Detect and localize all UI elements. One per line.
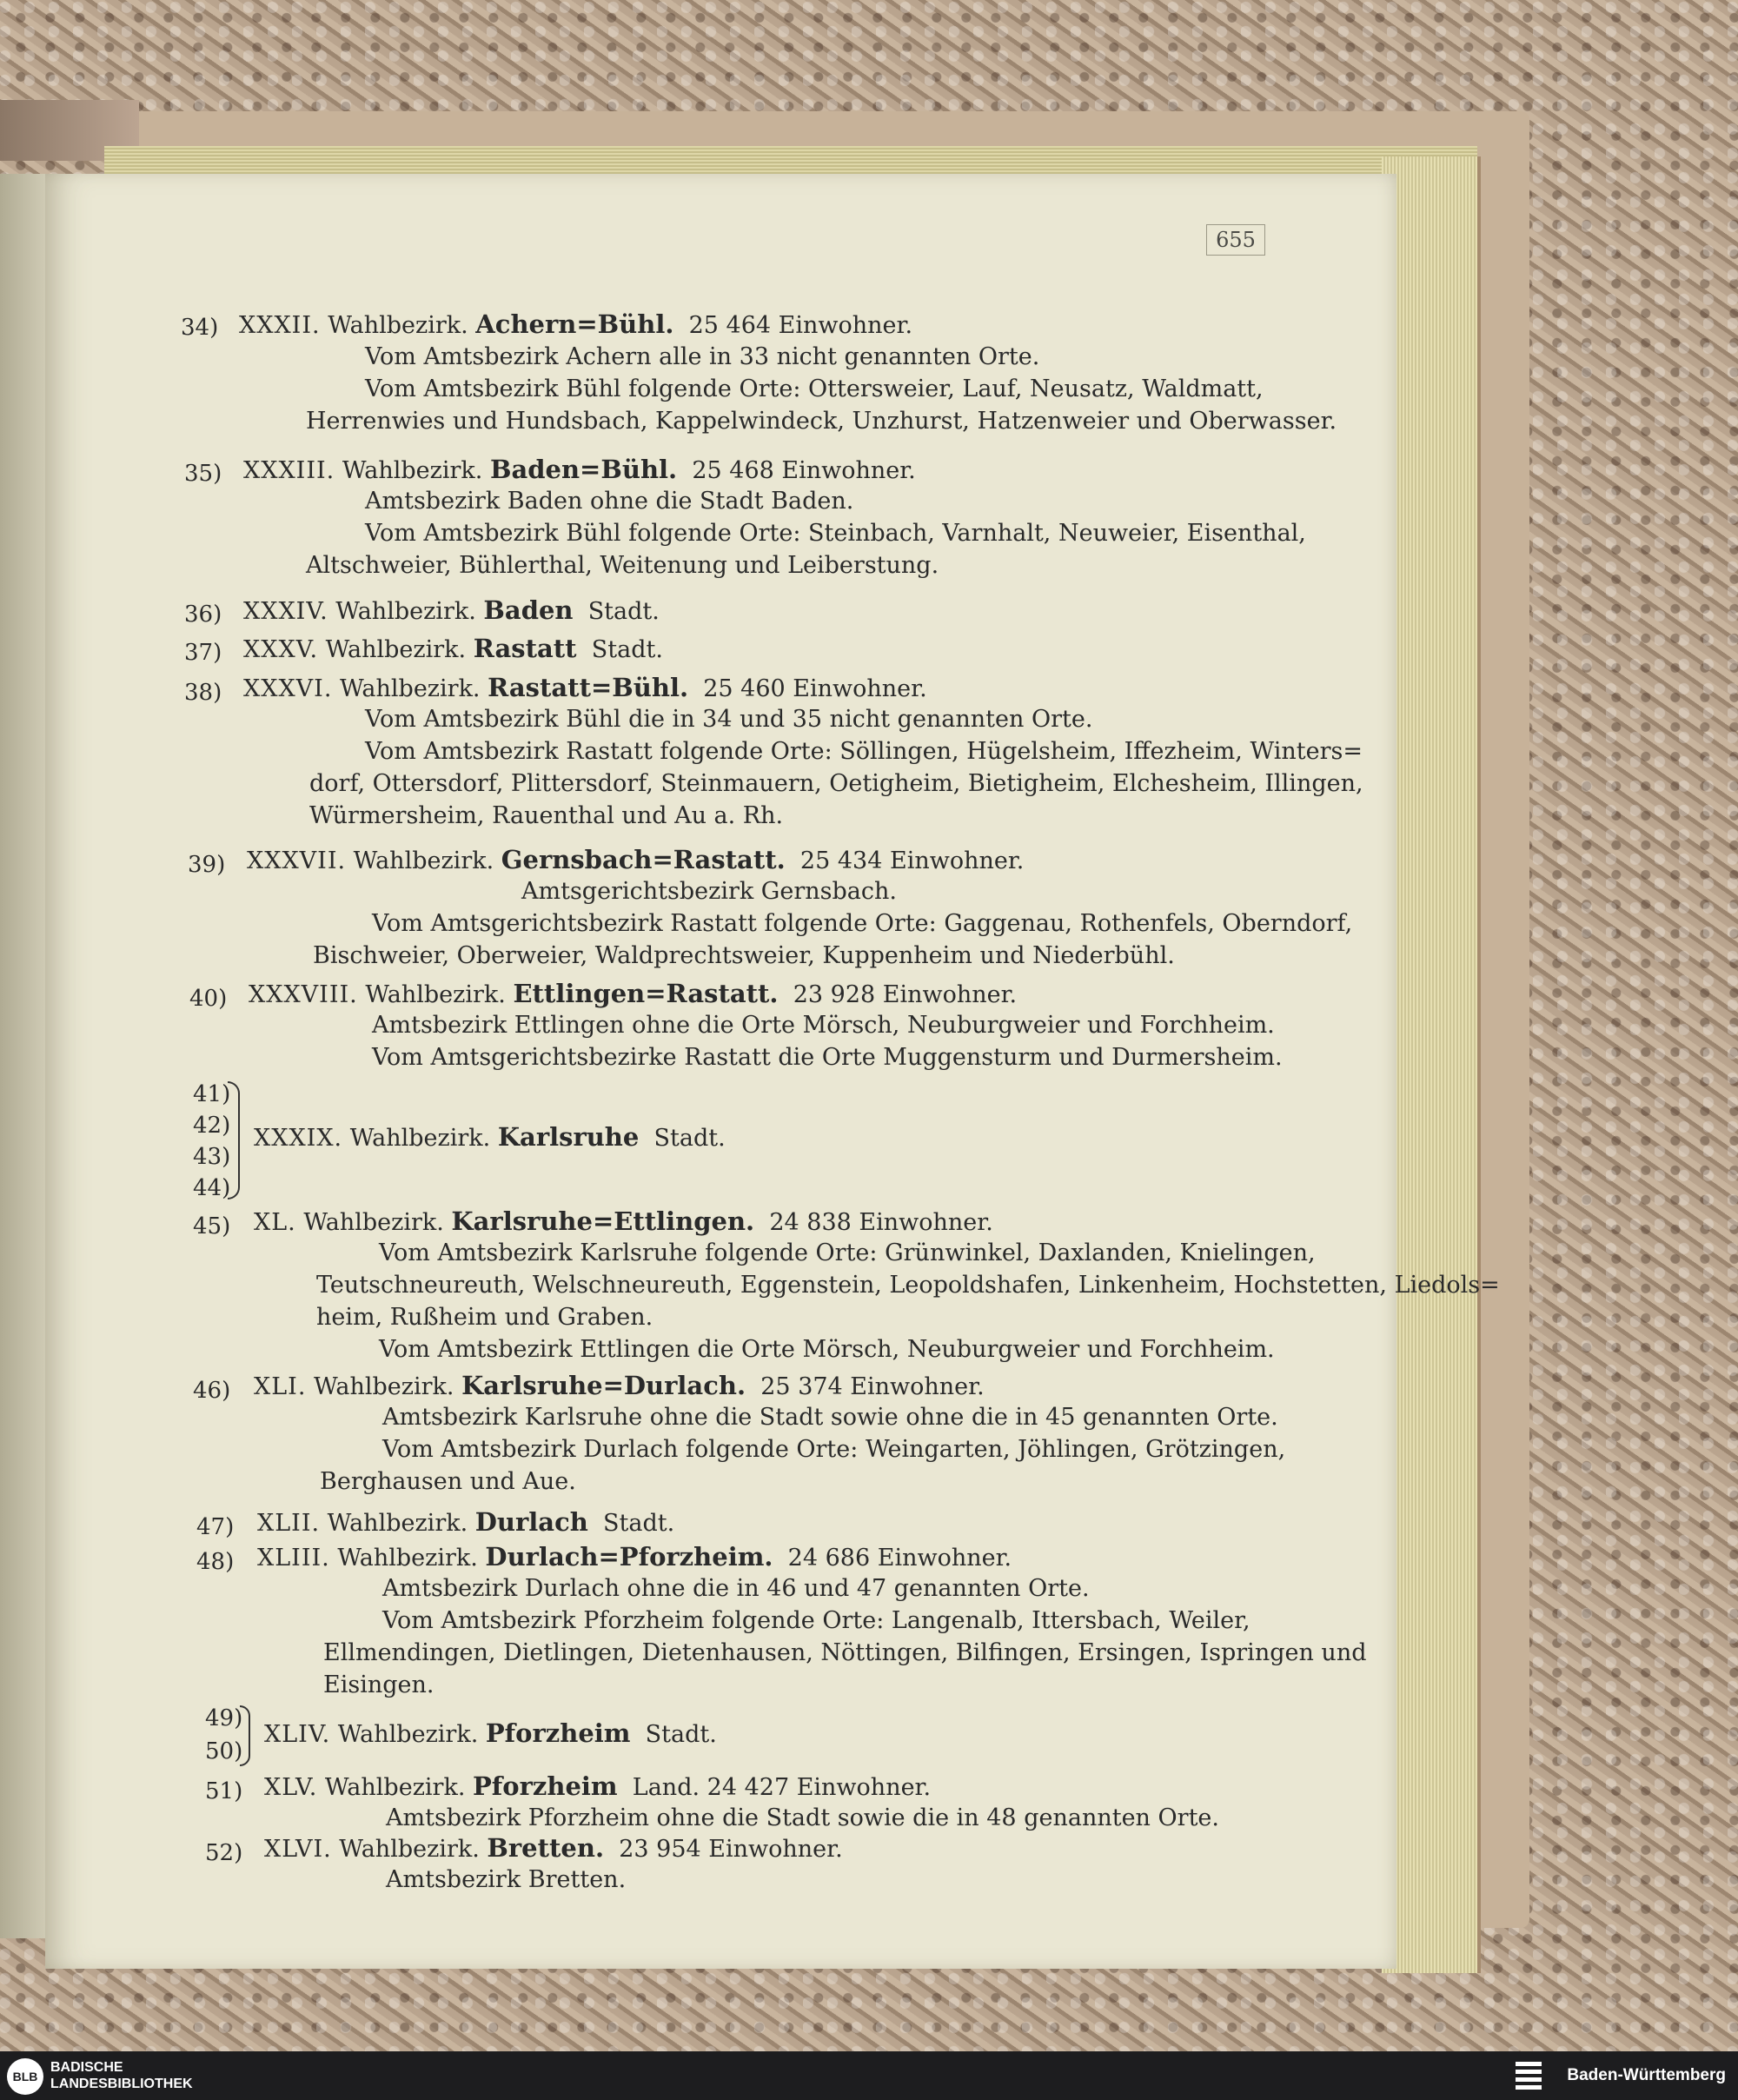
entry-heading: XLII. Wahlbezirk. Durlach Stadt.	[257, 1507, 675, 1537]
entry-heading: XLVI. Wahlbezirk. Bretten. 23 954 Einwohner.	[264, 1833, 843, 1863]
entry-number: 44)	[193, 1175, 231, 1201]
entry-number: 37)	[184, 640, 222, 666]
entry-number: 46)	[193, 1378, 231, 1404]
entry-line: Vom Amtsbezirk Ettlingen die Orte Mörsch, Neuburgweier und Forchheim.	[379, 1336, 1275, 1363]
entry-heading: XXXIII. Wahlbezirk. Baden=Bühl. 25 468 Einwohner.	[243, 455, 916, 484]
entry-line: Herrenwies und Hundsbach, Kappelwindeck, Unzhurst, Hatzenweier und Oberwasser.	[306, 408, 1337, 435]
baden-wuerttemberg-label[interactable]: Baden-Württemberg	[1567, 2066, 1726, 2084]
grouping-brace	[240, 1705, 250, 1766]
entry-number: 34)	[181, 315, 219, 341]
entry-line: Vom Amtsbezirk Rastatt folgende Orte: Söllingen, Hügelsheim, Iffezheim, Winters=	[365, 738, 1363, 765]
entry-number: 38)	[184, 680, 222, 706]
entry-line: Vom Amtsbezirk Bühl folgende Orte: Ottersweier, Lauf, Neusatz, Waldmatt,	[365, 375, 1264, 402]
blb-logo-icon[interactable]: BLB	[7, 2058, 43, 2095]
entry-line: Ellmendingen, Dietlingen, Dietenhausen, Nöttingen, Bilfingen, Ersingen, Ispringen und	[323, 1639, 1367, 1666]
entry-heading: XLI. Wahlbezirk. Karlsruhe=Durlach. 25 374 Einwohner.	[254, 1371, 985, 1400]
entry-line: Teutschneureuth, Welschneureuth, Eggenstein, Leopoldshafen, Linkenheim, Hochstetten, Liedols=	[316, 1272, 1500, 1299]
entry-line: Vom Amtsbezirk Pforzheim folgende Orte: Langenalb, Ittersbach, Weiler,	[382, 1607, 1250, 1634]
entry-heading: XLIII. Wahlbezirk. Durlach=Pforzheim. 24 686 Einwohner.	[257, 1542, 1012, 1572]
entry-line: Altschweier, Bühlerthal, Weitenung und Leiberstung.	[306, 552, 939, 579]
entry-number: 49)	[205, 1705, 243, 1731]
entry-number: 42)	[193, 1113, 231, 1139]
entry-number: 40)	[189, 986, 228, 1012]
entry-line: Eisingen.	[323, 1671, 434, 1698]
entry-line: Amtsbezirk Baden ohne die Stadt Baden.	[365, 488, 854, 515]
entry-heading: XXXIV. Wahlbezirk. Baden Stadt.	[243, 595, 660, 625]
page-stack-side	[1382, 156, 1481, 1973]
entry-heading: XXXII. Wahlbezirk. Achern=Bühl. 25 464 Einwohner.	[239, 309, 913, 339]
entry-line: dorf, Ottersdorf, Plittersdorf, Steinmauern, Oetigheim, Bietigheim, Elchesheim, Illingen,	[309, 770, 1363, 797]
entry-line: Amtsgerichtsbezirk Gernsbach.	[521, 878, 897, 905]
grouping-brace	[228, 1081, 240, 1200]
entry-number: 52)	[205, 1840, 243, 1866]
entry-heading: XXXIX. Wahlbezirk. Karlsruhe Stadt.	[254, 1122, 726, 1152]
entry-number: 36)	[184, 601, 222, 628]
entry-number: 47)	[196, 1514, 235, 1540]
entry-number: 39)	[188, 852, 226, 878]
entry-line: Amtsbezirk Bretten.	[386, 1866, 627, 1893]
entry-heading: XXXVIII. Wahlbezirk. Ettlingen=Rastatt. 23 928 Einwohner.	[249, 979, 1018, 1008]
entry-line: Würmersheim, Rauenthal und Au a. Rh.	[309, 802, 784, 829]
entry-number: 41)	[193, 1081, 231, 1107]
entry-heading: XXXVII. Wahlbezirk. Gernsbach=Rastatt. 25 434 Einwohner.	[247, 845, 1025, 874]
entry-line: Amtsbezirk Ettlingen ohne die Orte Mörsch, Neuburgweier und Forchheim.	[372, 1012, 1275, 1039]
entry-line: Amtsbezirk Karlsruhe ohne die Stadt sowie ohne die in 45 genannten Orte.	[382, 1404, 1278, 1431]
entry-line: Vom Amtsgerichtsbezirk Rastatt folgende Orte: Gaggenau, Rothenfels, Oberndorf,	[372, 910, 1353, 937]
baden-wuerttemberg-lions-icon	[1516, 2062, 1542, 2090]
entry-line: Vom Amtsbezirk Karlsruhe folgende Orte: Grünwinkel, Daxlanden, Knielingen,	[379, 1239, 1316, 1266]
entry-heading: XLV. Wahlbezirk. Pforzheim Land. 24 427 Einwohner.	[264, 1771, 932, 1801]
entry-line: Vom Amtsbezirk Achern alle in 33 nicht genannten Orte.	[365, 343, 1040, 370]
entry-line: heim, Rußheim und Graben.	[316, 1304, 653, 1331]
entry-line: Vom Amtsbezirk Bühl folgende Orte: Steinbach, Varnhalt, Neuweier, Eisenthal,	[365, 520, 1306, 547]
entry-line: Bischweier, Oberweier, Waldprechtsweier, Kuppenheim und Niederbühl.	[313, 942, 1175, 969]
entry-number: 50)	[205, 1738, 243, 1764]
page-number: 655	[1206, 224, 1265, 256]
entry-number: 51)	[205, 1778, 243, 1804]
entry-line: Berghausen und Aue.	[320, 1468, 576, 1495]
entry-line: Amtsbezirk Durlach ohne die in 46 und 47 genannten Orte.	[382, 1575, 1090, 1602]
entry-number: 43)	[193, 1144, 231, 1170]
entry-heading: XLIV. Wahlbezirk. Pforzheim Stadt.	[264, 1718, 717, 1748]
entry-line: Vom Amtsgerichtsbezirke Rastatt die Orte Muggensturm und Durmersheim.	[372, 1044, 1283, 1071]
blb-library-name[interactable]: BADISCHE LANDESBIBLIOTHEK	[50, 2060, 193, 2091]
entry-line: Vom Amtsbezirk Bühl die in 34 und 35 nicht genannten Orte.	[365, 706, 1093, 733]
entry-line: Vom Amtsbezirk Durlach folgende Orte: Weingarten, Jöhlingen, Grötzingen,	[382, 1436, 1286, 1463]
entry-heading: XXXV. Wahlbezirk. Rastatt Stadt.	[243, 634, 663, 663]
entry-heading: XL. Wahlbezirk. Karlsruhe=Ettlingen. 24 838 Einwohner.	[254, 1206, 993, 1236]
entry-number: 48)	[196, 1549, 235, 1575]
entry-number: 45)	[193, 1213, 231, 1239]
entry-heading: XXXVI. Wahlbezirk. Rastatt=Bühl. 25 460 Einwohner.	[243, 673, 927, 702]
footer-bar	[0, 2051, 1738, 2100]
entry-number: 35)	[184, 461, 222, 487]
entry-line: Amtsbezirk Pforzheim ohne die Stadt sowie die in 48 genannten Orte.	[386, 1804, 1219, 1831]
